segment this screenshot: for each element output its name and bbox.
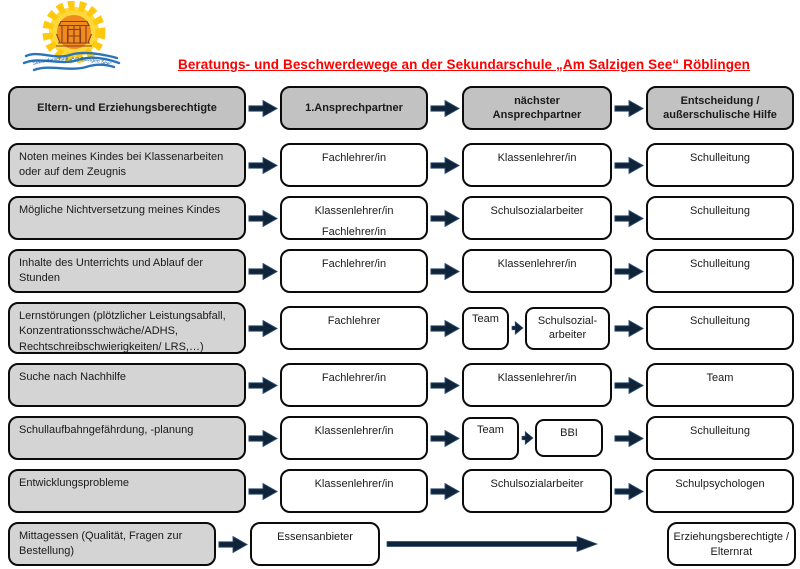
first-contact-box [280, 196, 428, 240]
topic-box: Lernstörungen (plötzlicher Leistungsabfall, Konzentrationsschwäche/ADHS, Rechtschreibschwierigkeiten/ LRS,…) [8, 302, 246, 354]
arrow-right-icon [430, 261, 460, 282]
arrow-right-icon [614, 208, 644, 229]
arrow-right-icon [248, 98, 278, 119]
decision-box: Team [646, 363, 794, 407]
arrow-right-icon [430, 208, 460, 229]
first-contact-box: Fachlehrer/in [280, 363, 428, 407]
topic-box: Noten meines Kindes bei Klassenarbeiten oder auf dem Zeugnis [8, 143, 246, 187]
arrow-right-icon [430, 428, 460, 449]
arrow-right-icon [614, 261, 644, 282]
arrow-right-icon [248, 375, 278, 396]
topic-box: Schullaufbahngefährdung, -planung [8, 416, 246, 460]
arrow-right-icon [614, 375, 644, 396]
page-title: Beratungs- und Beschwerdewege an der Sekundarschule „Am Salzigen See“ Röblingen [177, 57, 751, 72]
header-parents: Eltern- und Erziehungsberechtigte [8, 86, 246, 130]
arrow-right-icon [218, 534, 248, 555]
next-contact-box: Klassenlehrer/in [462, 143, 612, 187]
arrow-right-icon [614, 481, 644, 502]
logo-caption: Sekundarschule „Am Salzigen See“ [31, 55, 112, 68]
arrow-right-icon [614, 318, 644, 339]
flow-diagram [8, 86, 796, 569]
header-first-contact: 1.Ansprechpartner [280, 86, 428, 130]
header-next-contact: nächster Ansprechpartner [462, 86, 612, 130]
arrow-right-icon [248, 318, 278, 339]
long-arrow-cell [380, 522, 667, 566]
decision-box: Schulleitung [646, 249, 794, 293]
first-contact-line1: Klassenlehrer/in [314, 205, 394, 217]
arrow-right-icon [248, 428, 278, 449]
next-contact-box: Schulsozialarbeiter [462, 469, 612, 513]
arrow-right-icon [430, 98, 460, 119]
flow-row [8, 249, 796, 293]
school-logo-icon [20, 1, 124, 79]
first-contact-box: Klassenlehrer/in [280, 469, 428, 513]
flow-row [8, 196, 796, 240]
arrow-right-icon [430, 375, 460, 396]
team-box: Team [462, 307, 509, 350]
topic-box: Suche nach Nachhilfe [8, 363, 246, 407]
topic-box: Entwicklungsprobleme [8, 469, 246, 513]
first-contact-line2: Fachlehrer/in [321, 226, 387, 239]
arrow-right-icon [614, 98, 644, 119]
arrow-right-icon [614, 155, 644, 176]
arrow-right-icon [248, 481, 278, 502]
flow-row [8, 416, 796, 460]
arrow-right-icon [248, 261, 278, 282]
next-contact-box: Schulsozial-arbeiter [525, 307, 610, 350]
arrow-right-icon [248, 208, 278, 229]
arrow-right-icon [248, 155, 278, 176]
small-arrow-right-icon [521, 428, 534, 448]
first-contact-box: Fachlehrer/in [280, 249, 428, 293]
next-contact-box: BBI [535, 419, 603, 457]
first-contact-box: Fachlehrer/in [280, 143, 428, 187]
flow-row [8, 522, 796, 566]
first-contact-box: Klassenlehrer/in [280, 416, 428, 460]
next-contact-split [462, 302, 612, 354]
next-contact-box: Klassenlehrer/in [462, 363, 612, 407]
long-arrow-right-icon [385, 536, 599, 552]
topic-box: Inhalte des Unterrichts und Ablauf der Stunden [8, 249, 246, 293]
flow-row [8, 363, 796, 407]
flow-row [8, 143, 796, 187]
decision-box: Schulleitung [646, 196, 794, 240]
arrow-right-icon [430, 481, 460, 502]
first-contact-box: Fachlehrer [280, 306, 428, 350]
team-box: Team [462, 417, 519, 460]
header-row [8, 86, 796, 130]
decision-box: Schulpsychologen [646, 469, 794, 513]
topic-box: Mögliche Nichtversetzung meines Kindes [8, 196, 246, 240]
flow-row [8, 302, 796, 354]
decision-box: Erziehungsberechtigte / Elternrat [667, 522, 796, 566]
next-contact-box: Klassenlehrer/in [462, 249, 612, 293]
arrow-right-icon [614, 428, 644, 449]
decision-box: Schulleitung [646, 416, 794, 460]
arrow-right-icon [430, 318, 460, 339]
arrow-right-icon [430, 155, 460, 176]
next-contact-split [462, 416, 612, 460]
small-arrow-right-icon [511, 318, 524, 338]
topic-box: Mittagessen (Qualität, Fragen zur Bestellung) [8, 522, 216, 566]
next-contact-box: Schulsozialarbeiter [462, 196, 612, 240]
first-contact-box: Essensanbieter [250, 522, 379, 566]
decision-box: Schulleitung [646, 143, 794, 187]
flow-row [8, 469, 796, 513]
header-decision: Entscheidung / außerschulische Hilfe [646, 86, 794, 130]
decision-box: Schulleitung [646, 306, 794, 350]
